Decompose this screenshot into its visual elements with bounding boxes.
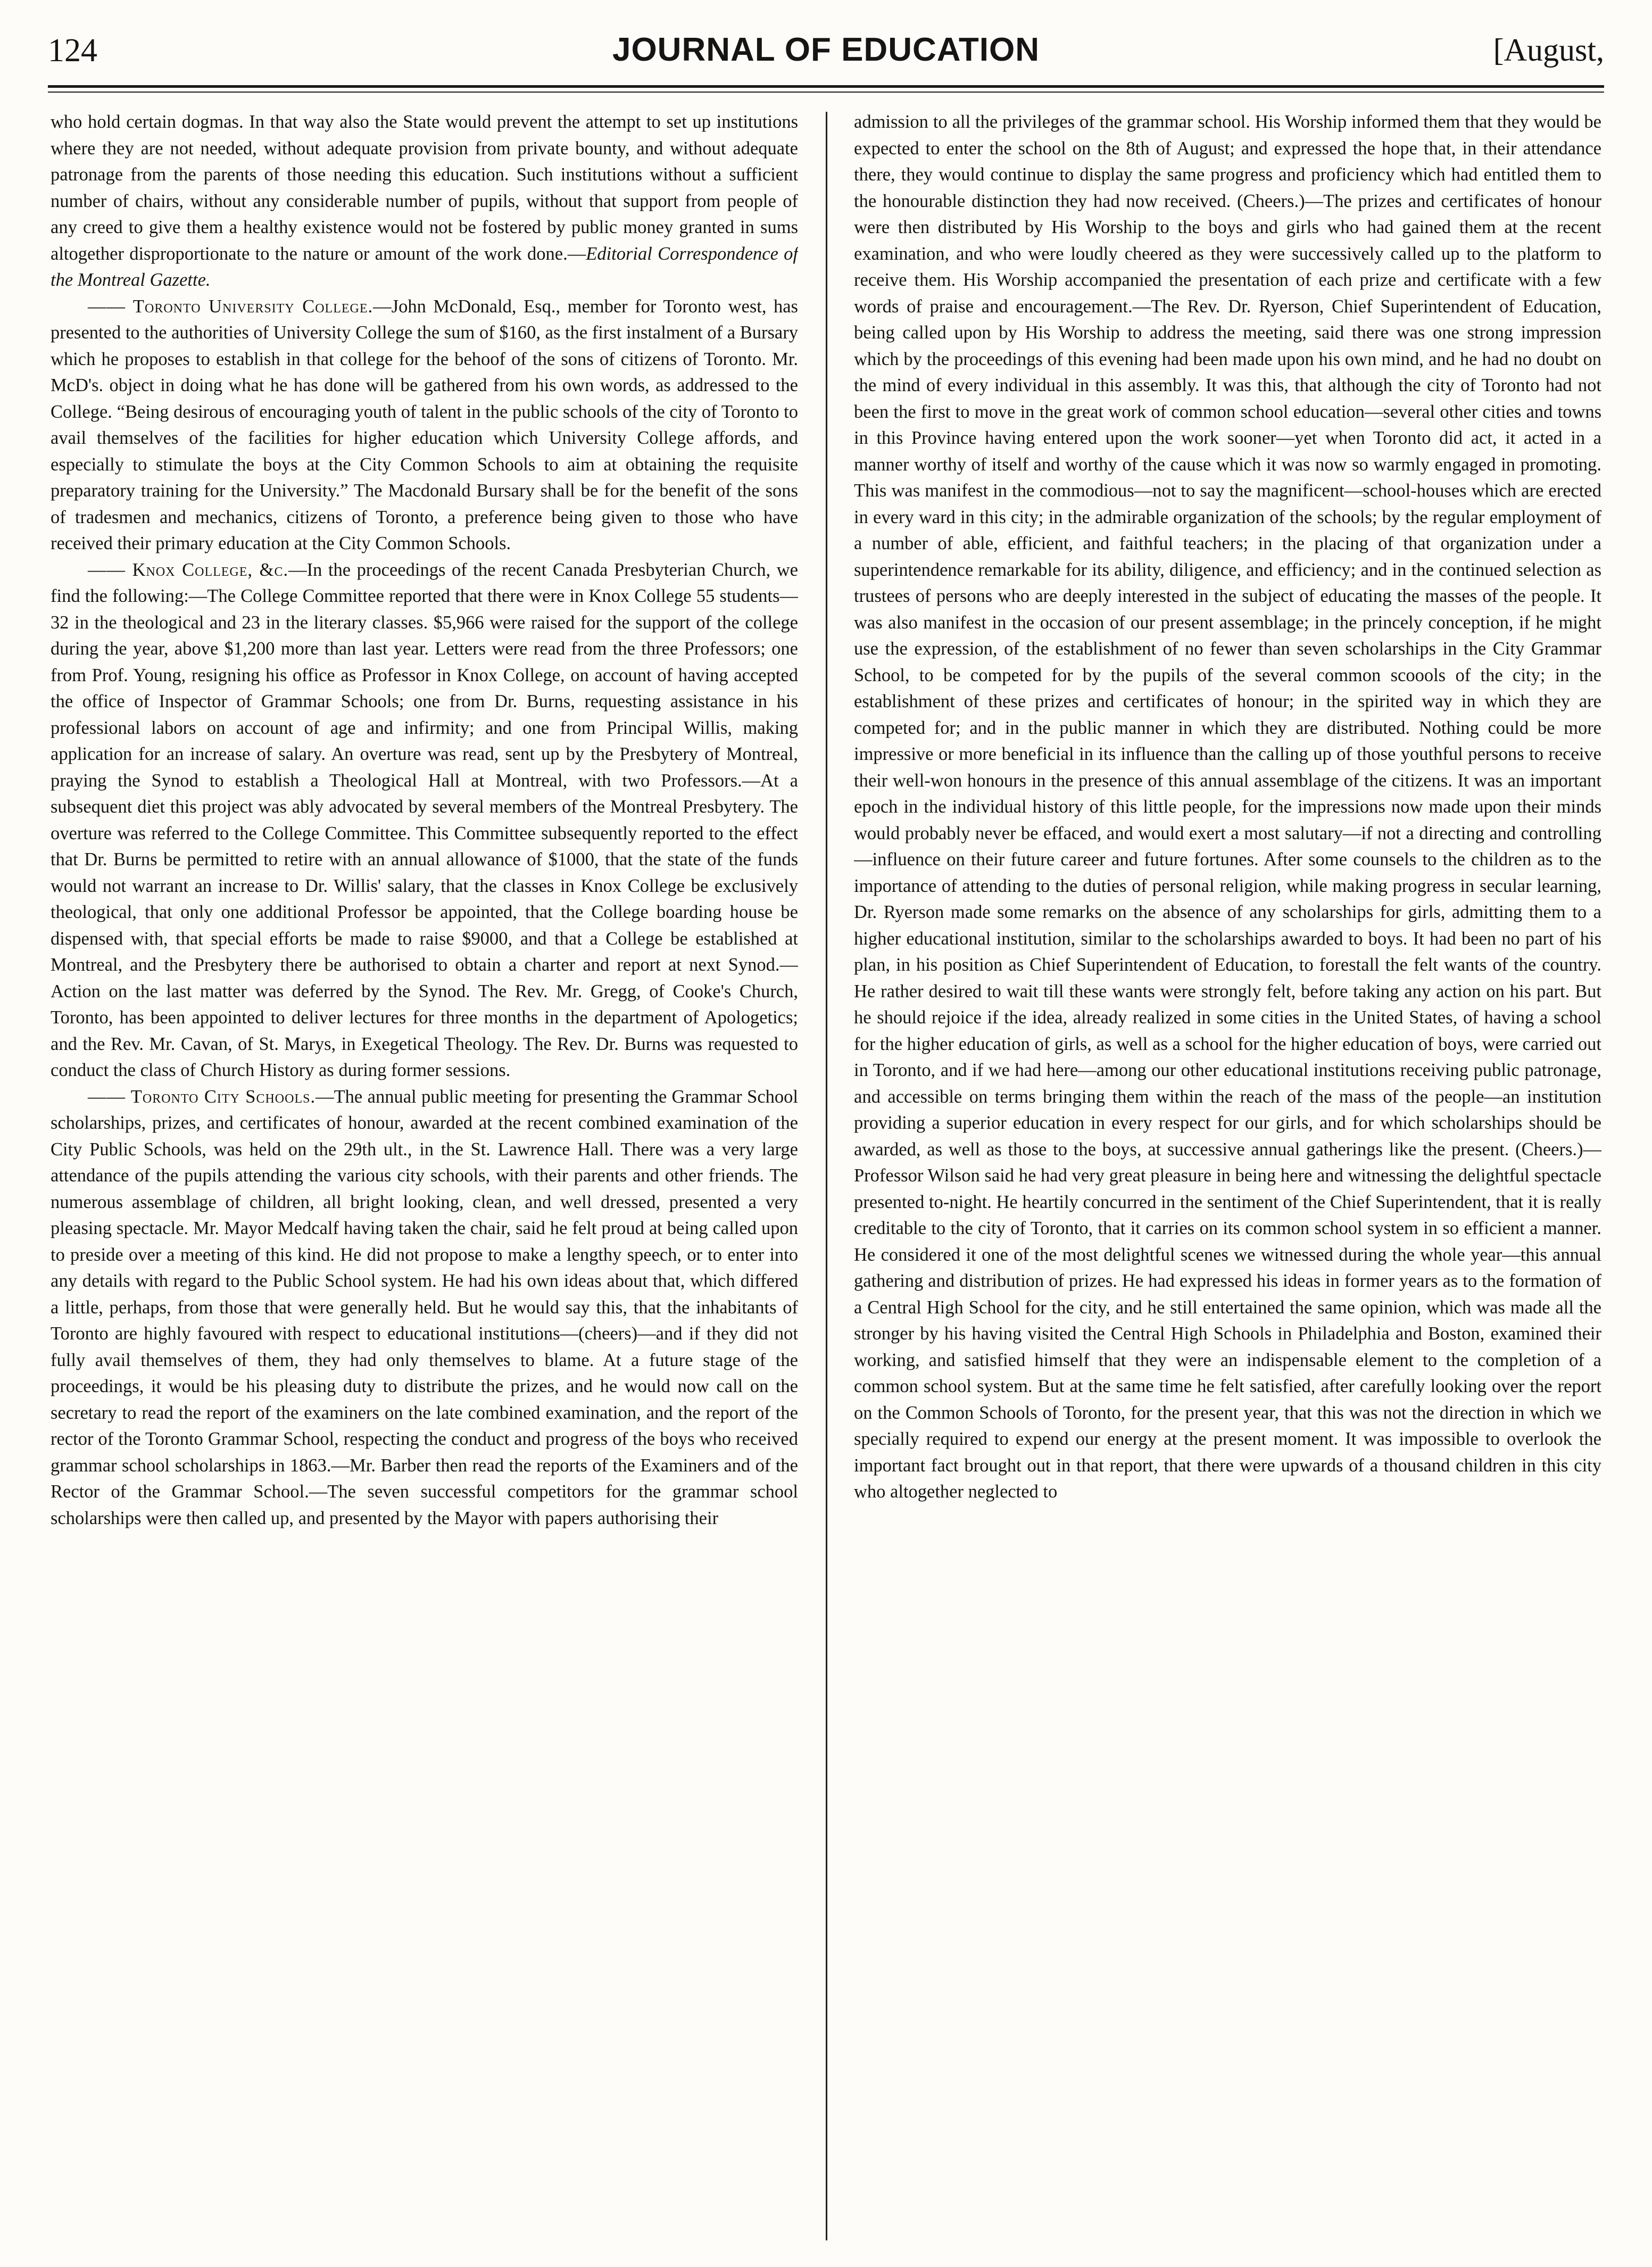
column-divider bbox=[826, 112, 827, 2240]
article-toronto-city-schools bbox=[51, 1084, 798, 1532]
article-text: —In the proceedings of the recent Canada Presbyterian Church, we find the following:—The College Committee reported that there were in Knox College 55 students—32 in the theological and 23 in the literary classes. $5,966 were raised for the support of the college during the year, above $1,200 more than last year. Letters were read from the three Professors; one from Prof. Young, resigning his office as Professor in Knox College, on account of having accepted the office of Inspector of Grammar Schools; one from Dr. Burns, requesting assistance in his professional labors on account of age and infirmity; and one from Principal Willis, making application for an increase of salary. An overture was read, sent up by the Presbytery of Montreal, praying the Synod to establish a Theological Hall at Montreal, with two Professors.—At a subsequent diet this project was ably advocated by several members of the Montreal Presbytery. The overture was referred to the College Committee. This Committee subsequently reported to the effect that Dr. Burns be permitted to retire with an annual allowance of $1000, that the state of the funds would not warrant an increase to Dr. Willis' salary, that the classes in Knox College be exclusively theological, that only one additional Professor be appointed, that the College boarding house be dispensed with, that special efforts be made to raise $9000, and that a College be established at Montreal, and the Presbytery there be authorised to obtain a charter and report at next Synod.—Action on the last matter was deferred by the Synod. The Rev. Mr. Gregg, of Cooke's Church, Toronto, has been appointed to deliver lectures for three months in the department of Apologetics; and the Rev. Mr. Cavan, of St. Marys, in Exegetical Theology. The Rev. Dr. Burns was requested to conduct the class of Church History as during former sessions. bbox=[51, 559, 798, 1080]
header-rule-thin bbox=[48, 92, 1604, 93]
article-text: —John McDonald, Esq., member for Toronto west, has presented to the authorities of University College the sum of $160, as the first instalment of a Bursary which he proposes to establish in that college for the behoof of the sons of citizens of Toronto. Mr. McD's. object in doing what he has done will be gathered from his own words, as addressed to the College. “Being desirous of encouraging youth of talent in the public schools of the city of Toronto to avail themselves of the facilities for higher education which University College affords, and especially to stimulate the boys at the City Common Schools to aim at obtaining the requisite preparatory training for the University.” The Macdonald Bursary shall be for the benefit of the sons of tradesmen and mechanics, citizens of Toronto, a preference being given to those who have received their primary education at the City Common Schools. bbox=[51, 296, 798, 553]
article-toronto-university-college bbox=[51, 294, 798, 557]
article-citation: Editorial Correspondence of the Montreal Gazette. bbox=[51, 243, 798, 290]
article-heading: —— Toronto University College. bbox=[88, 296, 373, 317]
article-toronto-city-schools-continued bbox=[854, 109, 1601, 1505]
journal-title: JOURNAL OF EDUCATION bbox=[612, 31, 1040, 68]
page-number: 124 bbox=[48, 32, 97, 69]
left-column bbox=[51, 109, 798, 2248]
article-text: —The annual public meeting for presenting the Grammar School scholarships, prizes, and certificates of honour, awarded at the recent combined examination of the City Public Schools, was held on the 29th ult., in the St. Lawrence Hall. There was a very large attendance of the pupils attending the various city schools, with their parents and other friends. The numerous assemblage of children, all bright looking, clean, and well dressed, presented a very pleasing spectacle. Mr. Mayor Medcalf having taken the chair, said he felt proud at being called upon to preside over a meeting of this kind. He did not propose to make a lengthy speech, or to enter into any details with regard to the Public School system. He had his own ideas about that, which differed a little, perhaps, from those that were generally held. But he would say this, that the inhabitants of Toronto are highly favoured with respect to educational institutions—(cheers)—and if they did not fully avail themselves of them, they had only themselves to blame. At a future stage of the proceedings, it would be his pleasing duty to distribute the prizes, and he would now call on the secretary to read the report of the examiners on the late combined examination, and the report of the rector of the Toronto Grammar School, respecting the conduct and progress of the boys who received grammar school scholarships in 1863.—Mr. Barber then read the reports of the Examiners and of the Rector of the Grammar School.—The seven successful competitors for the grammar school scholarships were then called up, and presented by the Mayor with papers authorising their bbox=[51, 1086, 798, 1528]
article-text: who hold certain dogmas. In that way also the State would prevent the attempt to set up institutions where they are not needed, without adequate provision from private bounty, and without adequate patronage from the parents of those needing this education. Such institutions without a sufficient number of chairs, without any considerable number of pupils, without that support from people of any creed to give them a healthy existence would not be fostered by public money granted in sums altogether disproportionate to the nature or amount of the work done.— bbox=[51, 112, 798, 264]
article-knox-college bbox=[51, 557, 798, 1084]
article-heading: —— Knox College, &c. bbox=[88, 559, 289, 580]
page-header bbox=[48, 21, 1604, 85]
article-gazette-continued bbox=[51, 109, 798, 294]
article-heading: —— Toronto City Schools. bbox=[88, 1086, 316, 1107]
right-column bbox=[854, 109, 1601, 2248]
running-month: [August, bbox=[1493, 32, 1604, 68]
article-text: admission to all the privileges of the grammar school. His Worship informed them that they would be expected to enter the school on the 8th of August; and expressed the hope that, in their attendance there, they would continue to display the same progress and proficiency which had entitled them to the honourable distinction they had now received. (Cheers.)—The prizes and certificates of honour were then distributed by His Worship to the boys and girls who had gained them at the recent examination, and who were loudly cheered as they were successively called up to the platform to receive them. His Worship accompanied the presentation of each prize and certificate with a few words of praise and encouragement.—The Rev. Dr. Ryerson, Chief Superintendent of Education, being called upon by His Worship to address the meeting, said there was one strong impression which by the proceedings of this evening had been made upon his own mind, and he had no doubt on the mind of every individual in this assembly. It was this, that although the city of Toronto had not been the first to move in the great work of common school education—several other cities and towns in this Province having entered upon the work sooner—yet when Toronto did act, it acted in a manner worthy of itself and worthy of the cause which it was now so warmly engaged in promoting. This was manifest in the commodious—not to say the magnificent—school-houses which are erected in every ward in this city; in the admirable organization of the schools; by the regular employment of a number of able, efficient, and faithful teachers; in the placing of that organization under a superintendence remarkable for its ability, diligence, and efficiency; and in the continued selection as trustees of persons who are deeply interested in the subject of educating the masses of the people. It was also manifest in the occasion of our present assemblage; in the princely conception, if he might use the expression, of the establishment of no fewer than seven scholarships in the City Grammar School, to be competed for by the pupils of the several common scoools of the city; in the establishment of these prizes and certificates of honour; in the spirited way in which they are competed for; and in the public manner in which they are distributed. Nothing could be more impressive or more beneficial in its influence than the calling up of those youthful persons to receive their well-won honours in the presence of this annual assemblage of the citizens. It was an important epoch in the individual history of this little people, for the impressions now made upon their minds would probably never be effaced, and would exert a most salutary—if not a directing and controlling—influence on their future career and future fortunes. After some counsels to the children as to the importance of attending to the duties of personal religion, while making progress in secular learning, Dr. Ryerson made some remarks on the absence of any scholarships for girls, admitting them to a higher educational institution, similar to the scholarships awarded to boys. It had been no part of his plan, in his position as Chief Superintendent of Education, to forestall the felt wants of the country. He rather desired to wait till these wants were strongly felt, before taking any action on his part. But he should rejoice if the idea, already realized in some cities in the United States, of having a school for the higher education of girls, as well as a school for the higher education of boys, were carried out in Toronto, and if we had here—among our other educational institutions receiving public patronage, and accessible on terms bringing them within the reach of the mass of the people—an institution providing a superior education in every respect for our girls, and for which scholarships should be awarded, as well as those to the boys, at successive annual gatherings like the present. (Cheers.)—Professor Wilson said he had very great pleasure in being here and witnessing the delightful spectacle presented to-night. He heartily concurred in the sentiment of the Chief Superintendent, that it is really creditable to the city of Toronto, that it carries on its common school system in so efficient a manner. He considered it one of the most delightful scenes we witnessed during the whole year—this annual gathering and distribution of prizes. He had expressed his ideas in former years as to the formation of a Central High School for the city, and he still entertained the same opinion, which was made all the stronger by his having visited the Central High Schools in Philadelphia and Boston, examined their working, and satisfied himself that they were an indispensable element to the completion of a common school system. But at the same time he felt satisfied, after carefully looking over the report on the Common Schools of Toronto, for the present year, that this was not the direction in which we specially required to expend our energy at the present moment. It was impossible to overlook the important fact brought out in that report, that there were upwards of a thousand children in this city who altogether neglected to bbox=[854, 112, 1601, 1502]
header-rule-thick bbox=[48, 85, 1604, 88]
